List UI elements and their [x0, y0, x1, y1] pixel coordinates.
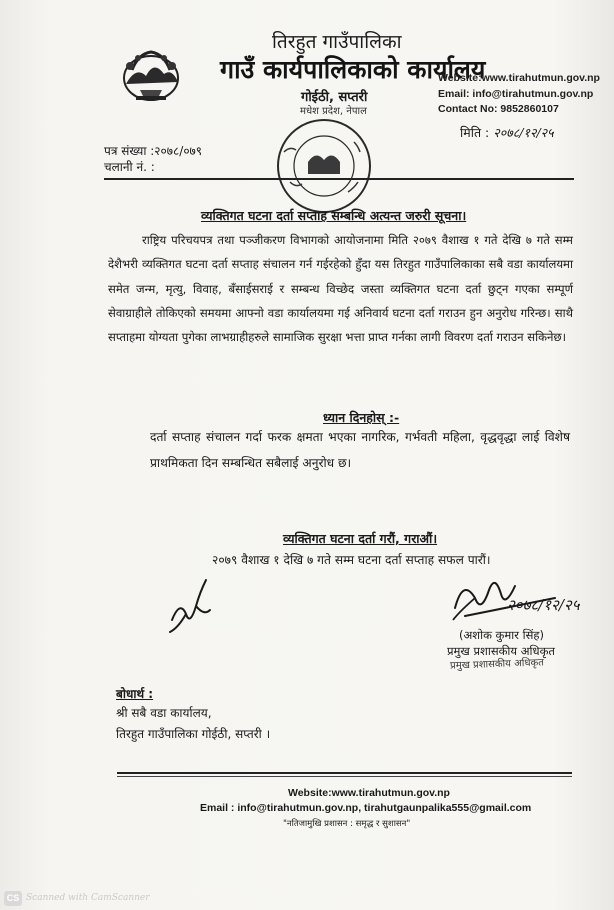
office-location: गोईठी, सप्तरी	[301, 90, 368, 105]
footer-email: Email : info@tirahutmun.gov.np, tirahutgaunpalika555@gmail.com	[200, 802, 532, 814]
officer-stamp: प्रमुख प्रशासकीय अधिकृत	[449, 657, 545, 672]
date-line	[460, 124, 554, 141]
header-website: Website:www.tirahutmun.gov.np	[438, 72, 600, 84]
recipients-title: बोधार्थ :	[116, 687, 154, 701]
nepal-emblem-icon	[118, 46, 184, 104]
signature-date: २०७८/१२/२५	[507, 596, 580, 614]
slogan-body: २०७९ वैशाख १ देखि ७ गते सम्म घटना दर्ता सप्ताह सफल पारौं।	[212, 553, 491, 567]
attention-title: ध्यान दिनहोस् :-	[323, 410, 400, 425]
footer-website: Website:www.tirahutmun.gov.np	[288, 787, 450, 799]
notice-subject: व्यक्तिगत घटना दर्ता सप्ताह सम्बन्धि अत्यन्त जरुरी सूचना।	[201, 208, 467, 223]
date-value: २०७८/१२/२५	[493, 125, 554, 140]
camscanner-watermark: Scanned with CamScanner	[26, 893, 150, 903]
dispatch-number: चलानी नं. :	[104, 160, 155, 174]
office-name-line2: गाउँ कार्यपालिकाको कार्यालय	[220, 55, 486, 84]
footer-divider-thin	[117, 776, 572, 777]
initial-signature-icon	[166, 570, 216, 635]
slogan-title: व्यक्तिगत घटना दर्ता गरौं, गराऔं।	[283, 531, 438, 546]
office-province: मधेश प्रदेश, नेपाल	[300, 106, 367, 117]
letter-number: पत्र संख्या :२०७८/०७९	[104, 144, 203, 158]
header-divider	[104, 178, 574, 180]
officer-name: (अशोक कुमार सिंह)	[459, 628, 544, 642]
date-label: मिति :	[460, 125, 490, 140]
recipients-line1: श्री सबै वडा कार्यालय,	[116, 706, 212, 720]
header-email: Email: info@tirahutmun.gov.np	[438, 88, 594, 100]
footer-divider-thick	[117, 772, 572, 774]
office-seal-icon	[268, 112, 380, 220]
footer-motto: "नतिजामुखि प्रशासन : समृद्ध र सुशासन"	[283, 819, 411, 829]
attention-body: दर्ता सप्ताह संचालन गर्दा फरक क्षमता भएका नागरिक, गर्भवती महिला, वृद्धवृद्धा लाई विशेष प्राथमिकता दिन सम्बन्धित सबैलाई अनुरोध छ।	[150, 430, 570, 470]
officer-signature-icon	[445, 568, 585, 628]
header-contact: Contact No: 9852860107	[438, 103, 559, 115]
office-name-line1: तिरहुत गाउँपालिका	[272, 31, 402, 53]
camscanner-badge: CS	[4, 891, 22, 906]
officer-title: प्रमुख प्रशासकीय अधिकृत	[447, 644, 555, 658]
notice-body: राष्ट्रिय परिचयपत्र तथा पञ्जीकरण विभागको आयोजनामा मिति २०७९ वैशाख १ गते देखि ७ गते सम्म देशैभरी व्यक्तिगत घटना दर्ता सप्ताह संचालन गर्न गईरहेको हुँदा यस तिरहुत गाउँपालिकाका सबै वडा कार्यालयमा समेत जन्म, मृत्यु, विवाह, बँसाईसराई र सम्बन्ध विच्छेद जस्ता व्यक्तिगत घटना दर्ता छुट्न गएका सम्पूर्ण सेवाग्राहीले तोकिएको समयमा आफ्नो वडा कार्यालयमा गई अनिवार्य घटना दर्ता गराउन हुन अनुरोध गरिन्छ। साथै सप्ताहमा योग्यता पुगेका लाभग्राहीहरुले सामाजिक सुरक्षा भत्ता प्राप्त गर्नका लागी विवरण दर्ता गराउन सकिनेछ।	[108, 233, 573, 345]
recipients-line2: तिरहुत गाउँपालिका गोईठी, सप्तरी ।	[116, 727, 271, 741]
